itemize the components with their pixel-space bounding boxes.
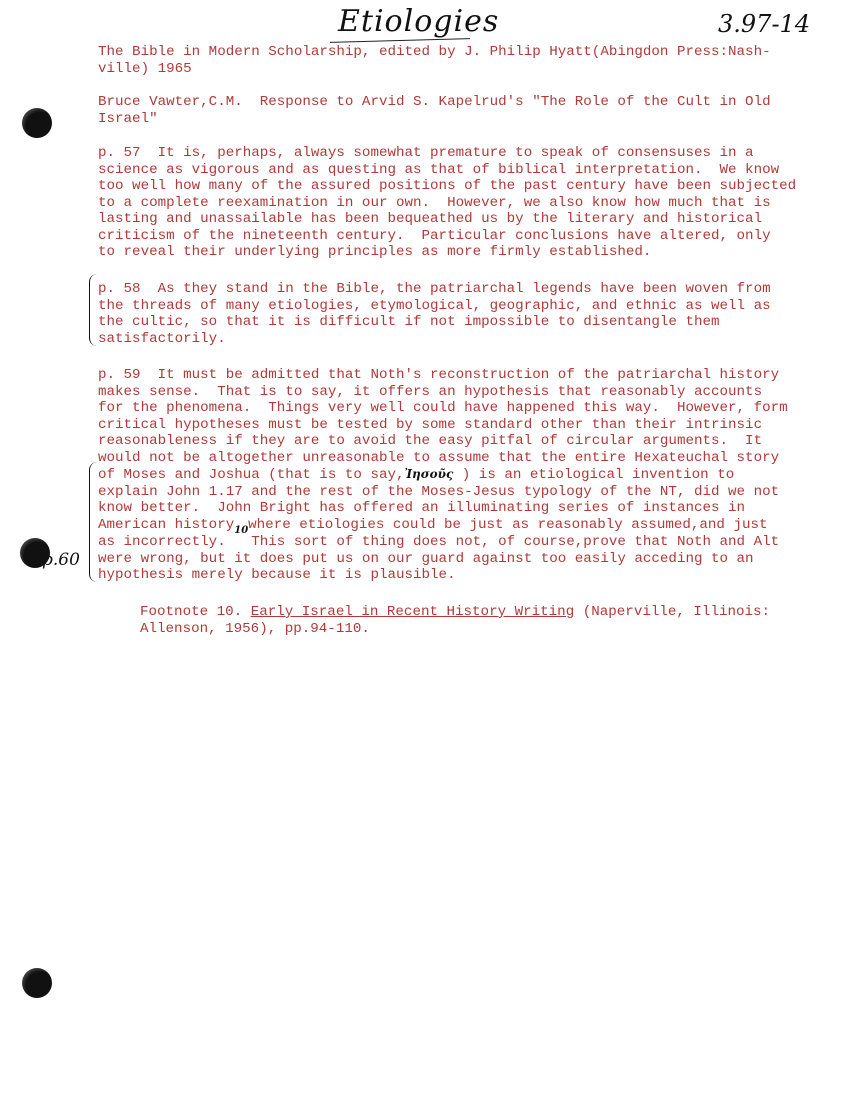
footnote-mark: 10 xyxy=(234,524,249,536)
text-line: criticism of the nineteenth century. Particular conclusions have altered, only xyxy=(98,227,771,244)
text-line: where etiologies could be just as reasonably assumed,and just xyxy=(248,516,768,533)
author-line-text: Bruce Vawter,C.M. Response to Arvid S. Kapelrud's "The Role of the Cult in Old xyxy=(98,94,771,110)
text-line: reasonableness if they are to avoid the easy pitfal of circular arguments. It xyxy=(98,433,763,449)
text-line: p. 58 As they stand in the Bible, the patriarchal legends have been woven from xyxy=(98,281,771,297)
author-line-text: Israel" xyxy=(98,110,158,127)
footnote-prefix: Footnote 10. xyxy=(140,604,251,620)
footnote-publisher: (Naperville, Illinois: xyxy=(574,604,771,620)
text-line: p. 59 It must be admitted that Noth's reconstruction of the patriarchal history xyxy=(98,367,780,383)
text-line: too well how many of the assured positions of the past century have been subjected xyxy=(98,178,797,194)
text-line: to reveal their underlying principles as more firmly established. xyxy=(98,244,652,260)
text-line: ) is an etiological invention to xyxy=(453,467,735,483)
quote-p58 xyxy=(98,281,771,347)
punch-hole-bottom xyxy=(22,968,52,998)
text-line: p. 57 It is, perhaps, always somewhat premature to speak of consensuses in a xyxy=(98,145,754,161)
text-line: American history xyxy=(98,516,235,533)
quote-p57 xyxy=(98,145,796,261)
quote-p59 xyxy=(98,367,788,584)
text-line: know better. John Bright has offered an illuminating series of instances in xyxy=(98,500,746,516)
text-line: lasting and unassailable has been bequeathed us by the literary and historical xyxy=(98,211,763,227)
handwritten-title: Etiologies xyxy=(338,4,500,39)
citation-header xyxy=(98,44,771,77)
author-line xyxy=(98,94,771,127)
text-line: the threads of many etiologies, etymological, geographic, and ethnic as well as xyxy=(98,297,771,314)
header-line: ville) 1965 xyxy=(98,60,192,77)
handwritten-reference: 3.97-14 xyxy=(718,10,811,38)
text-line: makes sense. That is to say, it offers an hypothesis that reasonably accounts xyxy=(98,383,763,400)
footnote-line2: Allenson, 1956), pp.94-110. xyxy=(140,620,370,637)
text-line: satisfactorily. xyxy=(98,330,226,347)
text-line: critical hypotheses must be tested by some standard other than their intrinsic xyxy=(98,416,763,433)
text-line: to a complete reexamination in our own. However, we also know how much that is xyxy=(98,194,771,211)
handwritten-greek-word: Ἰησοῦς xyxy=(404,467,454,481)
text-line: of Moses and Joshua (that is to say, xyxy=(98,467,405,483)
text-line: explain John 1.17 and the rest of the Moses-Jesus typology of the NT, did we not xyxy=(98,483,780,500)
text-line: science as vigorous and as questing as that of biblical interpretation. We know xyxy=(98,161,780,178)
text-line: hypothesis merely because it is plausible. xyxy=(98,567,456,583)
punch-hole-top xyxy=(22,108,52,138)
text-line: as incorrectly. This sort of thing does not, of course,prove that Noth and Alt xyxy=(98,534,780,550)
text-line: would not be altogether unreasonable to assume that the entire Hexateuchal story xyxy=(98,449,780,466)
text-line: were wrong, but it does put us on our guard against too easily acceding to an xyxy=(98,550,754,567)
footnote-book-title: Early Israel in Recent History Writing xyxy=(250,604,575,620)
text-line: for the phenomena. Things very well could have happened this way. However, form xyxy=(98,400,788,416)
handwritten-margin-note: p.60 xyxy=(42,550,80,570)
header-line: The Bible in Modern Scholarship, edited by J. Philip Hyatt(Abingdon Press:Nash- xyxy=(98,44,771,60)
footnote xyxy=(140,604,770,637)
text-line: the cultic, so that it is difficult if not impossible to disentangle them xyxy=(98,314,720,330)
